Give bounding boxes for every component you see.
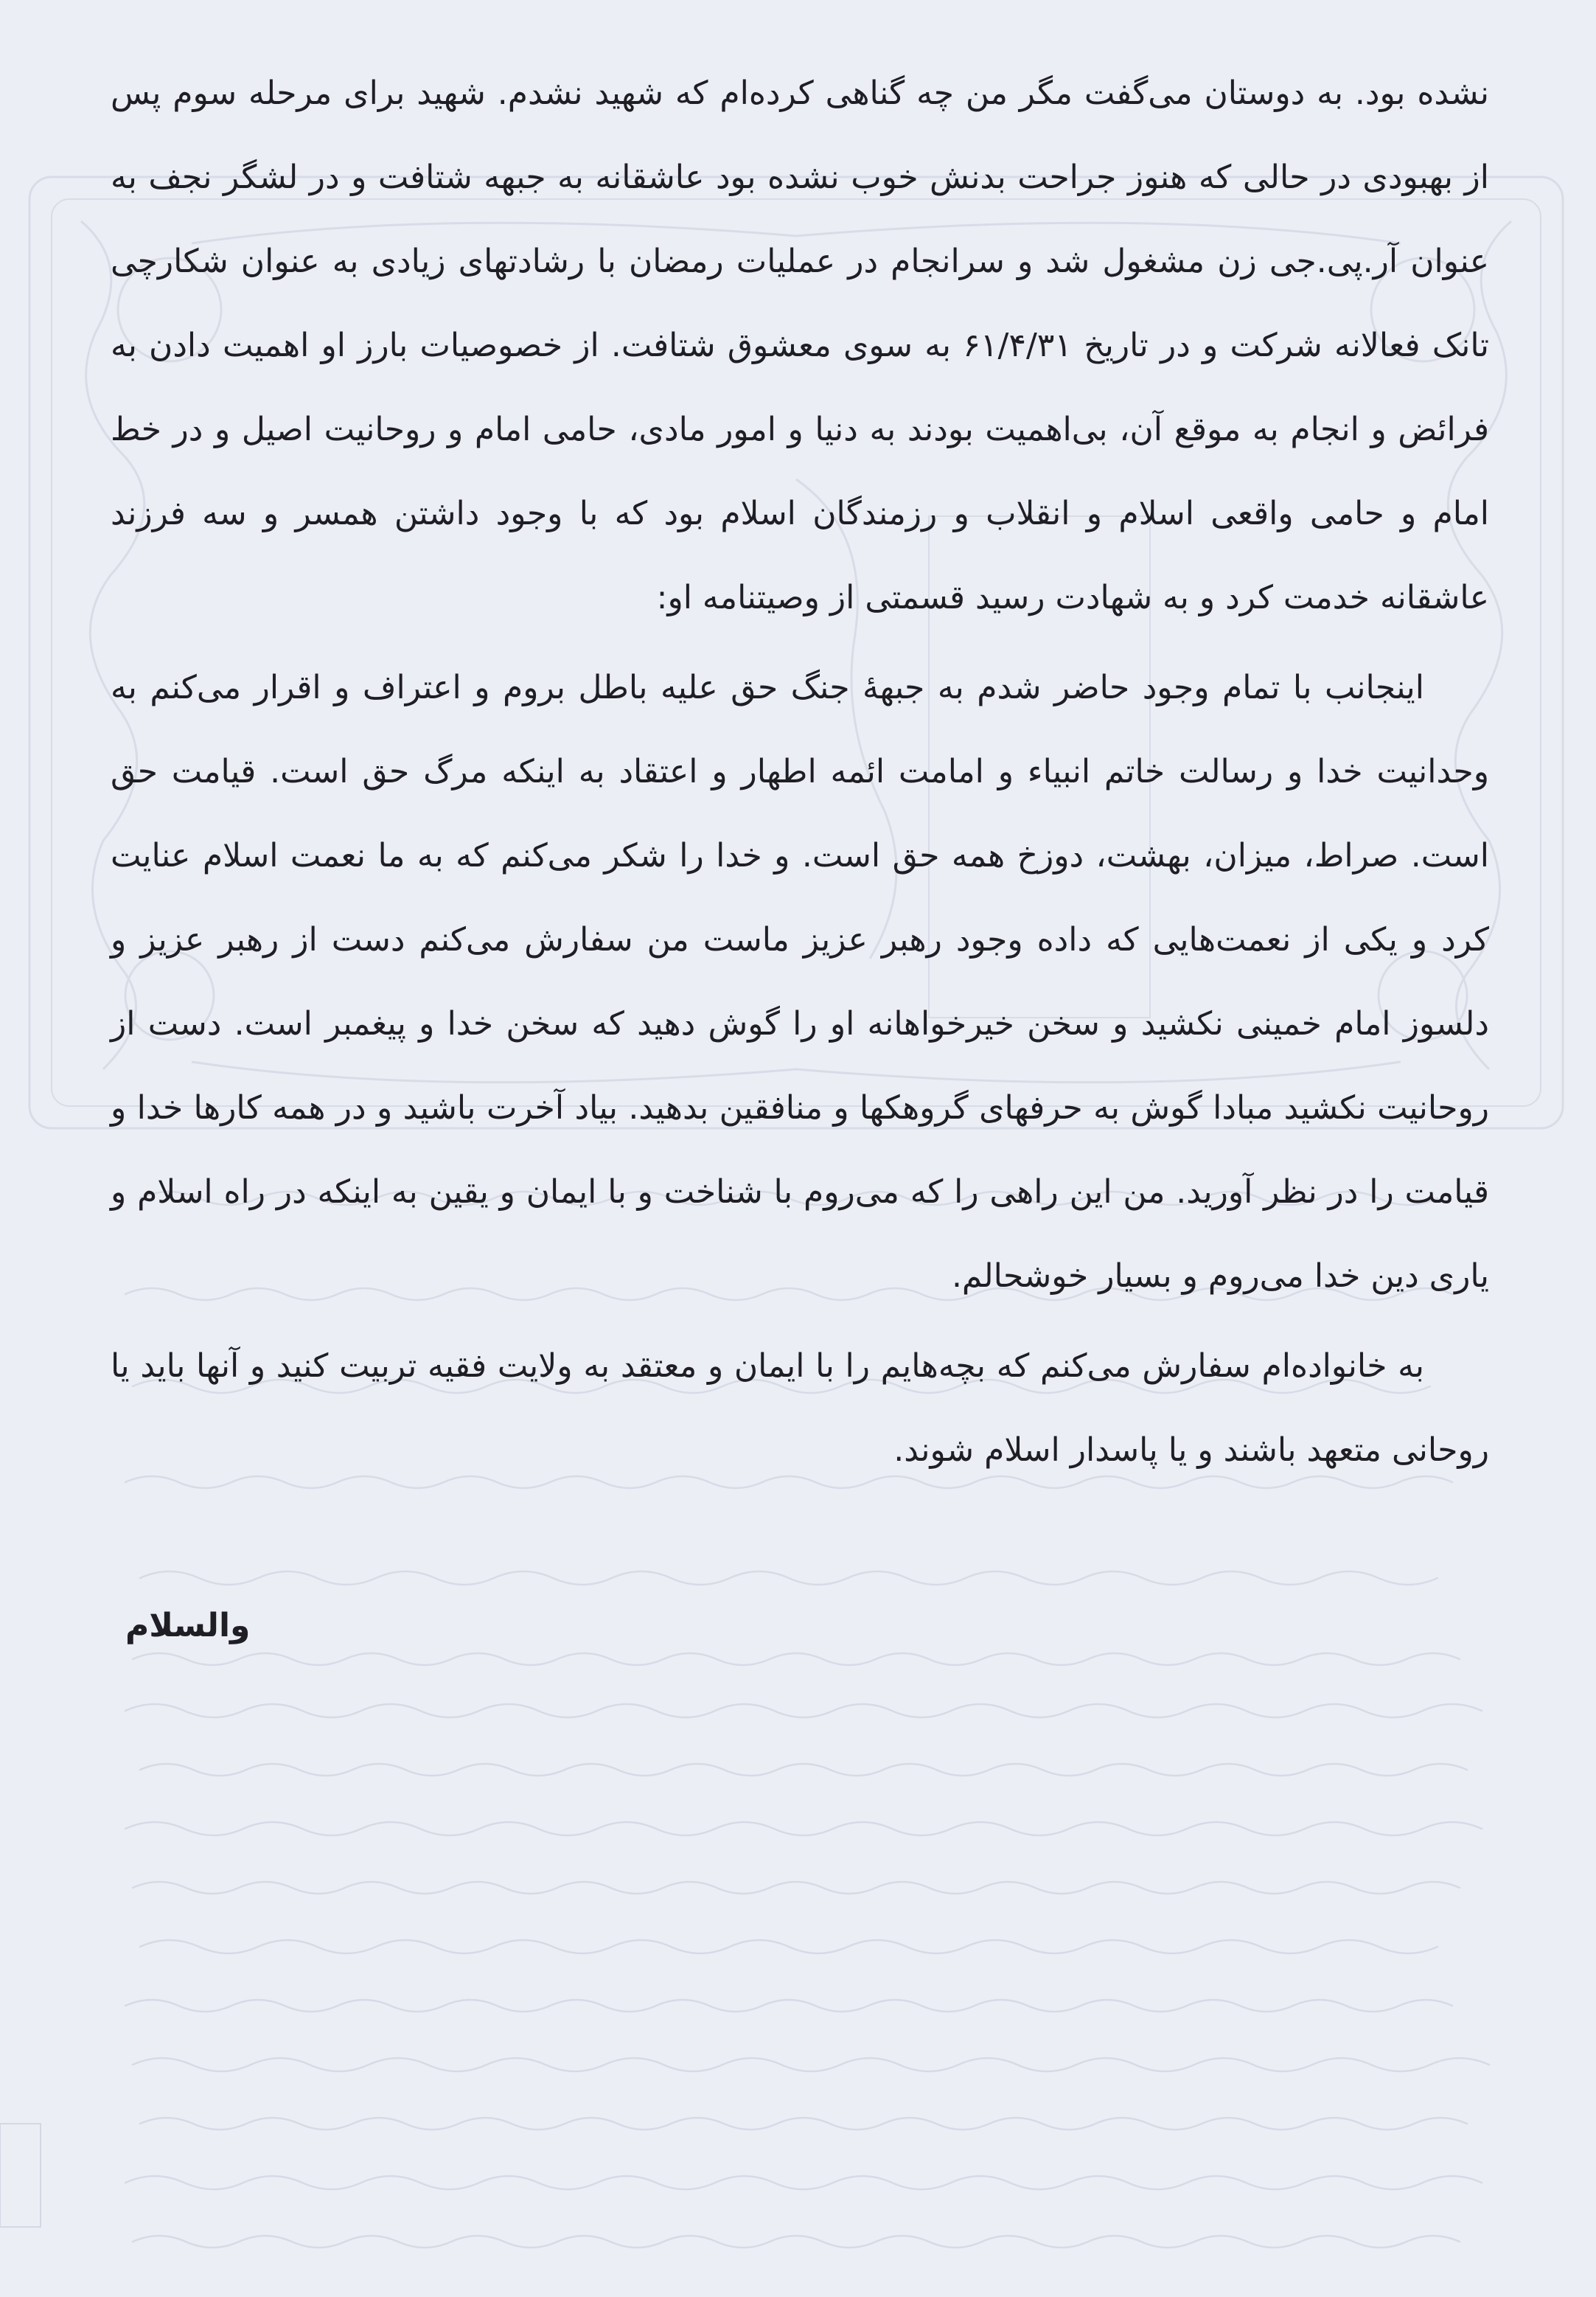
paragraph-family: به خانواده‌ام سفارش می‌کنم که بچه‌هایم را با ایمان و معتقد به ولایت فقیه تربیت کنید و آنها باید یا روحانی متعهد باشند و یا پاسدار اسلام شوند. [111,1347,1489,1469]
paragraph-intro: نشده بود. به دوستان می‌گفت مگر من چه گناهی کرده‌ام که شهید نشدم. شهید برای مرحله سوم پس از بهبودی در حالی که هنوز جراحت بدنش خوب نشده بود عاشقانه به جبهه شتافت و در لشگر نجف به عنوان آر.پی.جی زن مشغول شد و سرانجام در عملیات رمضان با رشادتهای زیادی به عنوان شکارچی تانک فعالانه شرکت و در تاریخ ۶۱/۴/۳۱ به سوی معشوق شتافت. از خصوصیات بارز او اهمیت دادن به فرائض و انجام به موقع آن، بی‌اهمیت بودند به دنیا و امور مادی، حامی امام و روحانیت اصیل و در خط امام و حامی واقعی اسلام و انقلاب و رزمندگان اسلام بود که با وجود داشتن همسر و سه فرزند عاشقانه خدمت کرد و به شهادت رسید قسمتی از وصیتنامه او: [111,74,1490,616]
closing-signoff-container [125,1593,1596,1659]
paragraph-testament: اینجانب با تمام وجود حاضر شدم به جبههٔ جنگ حق علیه باطل بروم و اعتراف و اقرار می‌کنم به وحدانیت خدا و رسالت خاتم انبیاء و امامت ائمه اطهار و اعتقاد به اینکه مرگ حق است. قیامت حق است. صراط، میزان، بهشت، دوزخ همه حق است. و خدا را شکر می‌کنم که به ما نعمت اسلام عنایت کرد و یکی از نعمت‌هایی که داده وجود رهبر عزیز ماست من سفارش می‌کنم دست از رهبر عزیز و دلسوز امام خمینی نکشید و سخن خیرخواهانه او را گوش دهید که سخن خدا و پیغمبر است. دست از روحانیت نکشید مبادا گوش به حرفهای گروهکها و منافقین بدهید. بیاد آخرت باشید و در همه کارها خدا و قیامت را در نظر آورید. من این راهی را که می‌روم با شناخت و با ایمان و یقین به اینکه در راه اسلام و یاری دین خدا می‌روم و بسیار خوشحالم. [111,669,1489,1295]
document-body [111,52,1489,1492]
closing-signoff: والسلام [125,1607,251,1644]
